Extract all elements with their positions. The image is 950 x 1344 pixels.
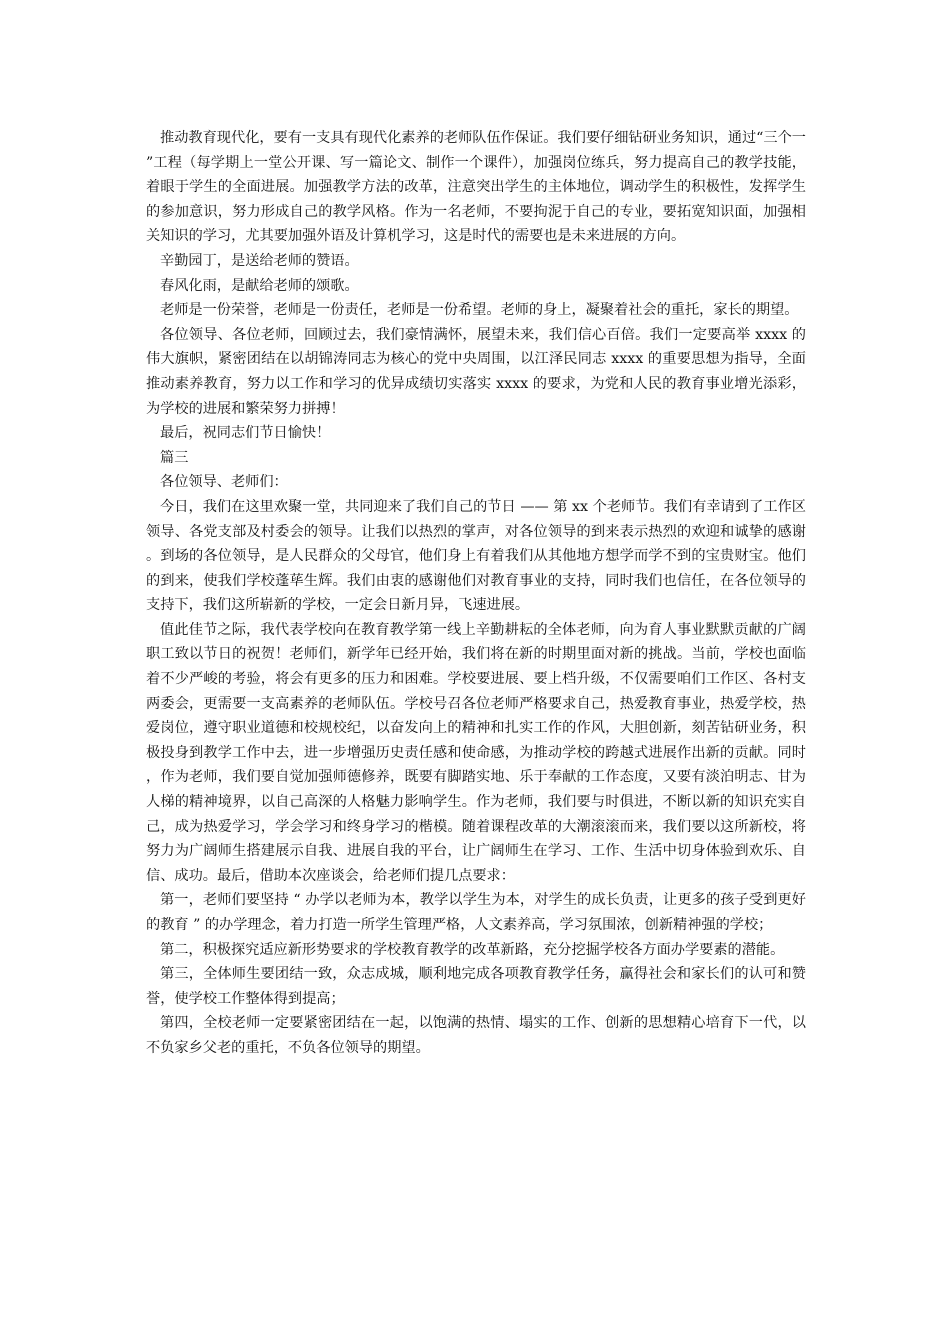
salutation: 各位领导、老师们： [160, 474, 288, 491]
paragraph: 各位领导、各位老师，回顾过去，我们豪情满怀，展望未来，我们信心百倍。我们一定要高举 xxxx 的伟大旗帜，紧密团结在以胡锦涛同志为核心的党中央周围，以江泽民同志 xxxx 的重要思想为指导，全面推动素养教育，努力以工作和学习的优异成绩切实落实 xxxx 的要求，为党和人民的教育事业增光添彩，为学校的进展和繁荣努力拼搏！ [146, 326, 806, 417]
paragraph: 第二，积极探究适应新形势要求的学校教育教学的改革新路，充分挖掘学校各方面办学要素的潜能。 [160, 941, 785, 958]
paragraph: 春风化雨，是献给老师的颂歌。 [160, 277, 359, 294]
paragraph: 第一，老师们要坚持 “ 办学以老师为本，教学以学生为本，对学生的成长负责，让更多的孩子受到更好的教育 ” 的办学理念，着力打造一所学生管理严格，人文素养高，学习氛围浓，创新精神强的学校； [146, 892, 806, 933]
paragraph: 辛勤园丁，是送给老师的赞语。 [160, 252, 359, 269]
document-body [146, 126, 806, 1061]
paragraph: 值此佳节之际，我代表学校向在教育教学第一线上辛勤耕耘的全体老师，向为育人事业默默贡献的广阔职工致以节日的祝贺！老师们，新学年已经开始，我们将在新的时期里面对新的挑战。当前，学校也面临着不少严峻的考验，将会有更多的压力和困难。学校要进展、要上档升级，不仅需要咱们工作区、各村支两委会，更需要一支高素养的老师队伍。学校号召各位老师严格要求自己，热爱教育事业，热爱学校，热爱岗位，遵守职业道德和校规校纪，以奋发向上的精神和扎实工作的作风，大胆创新，刻苦钻研业务，积极投身到教学工作中去，进一步增强历史责任感和使命感，为推动学校的跨越式进展作出新的贡献。同时，作为老师，我们要自觉加强师德修养，既要有脚踏实地、乐于奉献的工作态度，又要有淡泊明志、甘为人梯的精神境界，以自己高深的人格魅力影响学生。作为老师，我们要与时俱进，不断以新的知识充实自己，成为热爱学习，学会学习和终身学习的楷模。随着课程改革的大潮滚滚而来，我们要以这所新校，将努力为广阔师生搭建展示自我、进展自我的平台，让广阔师生在学习、工作、生活中切身体验到欢乐、自信、成功。最后，借助本次座谈会，给老师们提几点要求： [146, 621, 806, 884]
paragraph: 第三，全体师生要团结一致，众志成城，顺利地完成各项教育教学任务，赢得社会和家长们的认可和赞誉，使学校工作整体得到提高； [146, 966, 806, 1007]
paragraph: 推动教育现代化，要有一支具有现代化素养的老师队伍作保证。我们要仔细钻研业务知识，通过“三个一”工程（每学期上一堂公开课、写一篇论文、制作一个课件），加强岗位练兵，努力提高自己的教学技能，着眼于学生的全面进展。加强教学方法的改革，注意突出学生的主体地位，调动学生的积极性，发挥学生的参加意识，努力形成自己的教学风格。作为一名老师，不要拘泥于自己的专业，要拓宽知识面，加强相关知识的学习，尤其要加强外语及计算机学习，这是时代的需要也是未来进展的方向。 [146, 130, 806, 245]
paragraph: 今日，我们在这里欢聚一堂，共同迎来了我们自己的节日 —— 第 xx 个老师节。我们有幸请到了工作区领导、各党支部及村委会的领导。让我们以热烈的掌声，对各位领导的到来表示热烈的欢迎和诚挚的感谢。到场的各位领导，是人民群众的父母官，他们身上有着我们从其他地方想学而学不到的宝贵财宝。他们的到来，使我们学校蓬荜生辉。我们由衷的感谢他们对教育事业的支持，同时我们也信任，在各位领导的支持下，我们这所崭新的学校，一定会日新月异，飞速进展。 [146, 498, 806, 614]
section-heading: 篇三 [160, 449, 189, 466]
paragraph: 第四，全校老师一定要紧密团结在一起，以饱满的热情、塌实的工作、创新的思想精心培育下一代，以不负家乡父老的重托，不负各位领导的期望。 [146, 1015, 806, 1056]
paragraph: 最后，祝同志们节日愉快！ [160, 425, 331, 442]
paragraph: 老师是一份荣誉，老师是一份责任，老师是一份希望。老师的身上，凝聚着社会的重托，家长的期望。 [160, 302, 799, 319]
